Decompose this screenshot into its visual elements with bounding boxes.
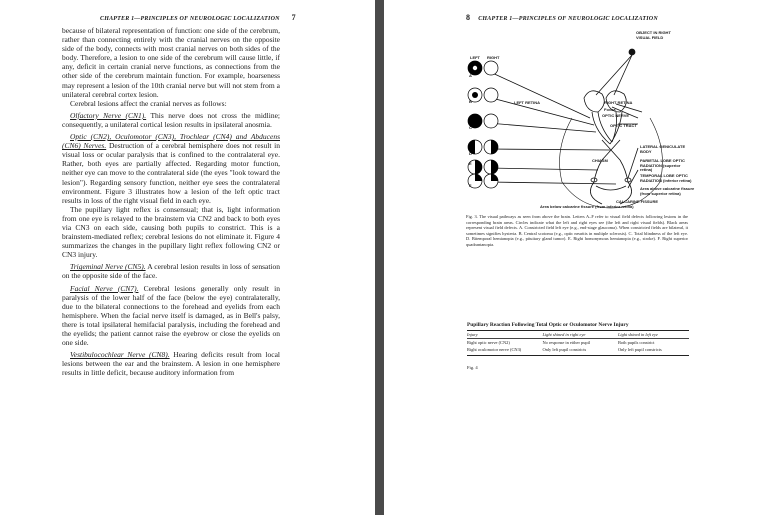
table-title: Pupillary Reaction Following Total Optic or Oculomotor Nerve Injury xyxy=(467,322,629,328)
column-header: Light shined in right eye xyxy=(542,331,617,339)
table-cell: Right oculomotor nerve (CN3) xyxy=(467,346,542,355)
page-number: 7 xyxy=(291,13,296,22)
section-heading: Vestibulocochlear Nerve (CN8). xyxy=(70,350,170,360)
figure-4-label: Fig. 4 xyxy=(467,365,478,370)
label-left: LEFT xyxy=(470,55,480,60)
pupillary-reaction-table xyxy=(467,330,689,356)
table-row xyxy=(467,346,689,355)
field-row-d xyxy=(468,140,498,154)
letter-b: B xyxy=(469,99,472,104)
paragraph-body: A cerebral lesion results in loss of sensation on the opposite side of the face. xyxy=(62,262,280,281)
paragraph: The pupillary light reflex is consensual; that is, light information from one eye is relayed to the brainstem via CN2 and back to both eyes via CN3 on each side, causing both pupils to constrict. This is a brainstem-mediated reflex; cerebral lesions do not eliminate it. Figure 4 summarizes the changes in the pupillary light reflex following CN2 or CN3 injury. xyxy=(62,204,280,260)
label-calcarine: CALCARINE FISSURE xyxy=(616,199,659,204)
field-row-b xyxy=(468,88,498,102)
label-lateral-geniculate: LATERAL GENICULATE BODY xyxy=(640,144,686,154)
letter-c: C xyxy=(469,125,472,130)
running-header xyxy=(100,13,296,22)
object-dot xyxy=(629,49,635,55)
label-area-above: Area above calcarine fissure (from superior retina) xyxy=(640,186,695,196)
label-area-below: Area below calcarine fissure (from inferior retina) xyxy=(540,204,634,209)
label-object: OBJECT IN RIGHT VISUAL FIELD xyxy=(636,30,671,40)
label-optic-tract: OPTIC TRACT xyxy=(610,123,637,128)
figure-3-caption: Fig. 3. The visual pathways as seen from above the brain. Letters A–F refer to visual field defects following lesions in the corresponding brain areas. Circles indicate what the left and right eyes see (the left and right visual fields). Black areas represent visual field defects. A. Constricted field left eye (e.g., end-stage glaucoma). When constricted fields are bilateral, it sometimes signifies hysteria. B. Central scotoma (e.g., optic neuritis in multiple sclerosis). C. Total blindness of the left eye. D. Bitemporal hemianopia (e.g., pituitary gland tumor). E. Right homonymous hemianopia (e.g., stroke). F. Right superior quadrantanopia. xyxy=(466,214,688,247)
paragraph-body: This nerve does not cross the midline; consequently, a unilateral cortical lesion results in ipsilateral anosmia. xyxy=(62,110,280,129)
label-left-retina: LEFT RETINA xyxy=(514,100,540,105)
field-row-e xyxy=(468,160,498,174)
paragraph-facial xyxy=(62,284,280,348)
visual-pathway-diagram xyxy=(384,0,758,215)
page-gutter xyxy=(375,0,384,515)
paragraph-body: Hearing deficits result from local lesions between the ear and the brainstem. A lesion in one hemisphere results in little deficit, because auditory information from xyxy=(62,350,280,378)
label-chiasm: CHIASM xyxy=(592,158,608,163)
table-cell: Both pupils constrict xyxy=(617,340,655,346)
label-optic-nerve: OPTIC NERVE xyxy=(602,113,630,118)
label-right: RIGHT xyxy=(487,55,500,60)
label-parietal-radiation: PARIETAL LOBE OPTIC RADIATION (superior retina) xyxy=(640,158,685,172)
page-number: 8 xyxy=(466,13,471,22)
paragraph-olfactory xyxy=(62,111,280,129)
table-cell: No response in either pupil xyxy=(542,340,591,346)
paragraph-vestibulocochlear xyxy=(62,350,280,377)
paragraph-trigeminal xyxy=(62,262,280,280)
section-heading: Facial Nerve (CN7). xyxy=(70,283,139,293)
label-temporal-radiation: TEMPORAL LOBE OPTIC RADIATION (inferior retina) xyxy=(640,173,692,183)
table-cell: Right optic nerve (CN2) xyxy=(467,340,510,346)
field-row-a xyxy=(468,61,498,75)
table-header-row xyxy=(467,331,689,339)
paragraph: Cerebral lesions affect the cranial nerves as follows: xyxy=(70,98,227,108)
label-fovea: Fovea xyxy=(604,107,616,112)
paragraph: because of bilateral representation of function: one side of the cerebrum, rather than connecting entirely with the cranial nerves on the opposite side of the body, connects with most cranial nerves on both sides of the body. Therefore, a lesion to one side of the cerebrum will cause little, if any, deficit in certain cranial nerve functions, as connections from the other side of the cerebrum maintain function. For example, hoarseness may represent a lesion of the 10th cranial nerve but will not stem from a unilateral cerebral cortex lesion. xyxy=(62,26,280,99)
paragraph-body: Cerebral lesions generally only result in paralysis of the lower half of the face (below the eye) contralaterally, due to the bilateral connections to the forehead and eyelids from each hemisphere. When the facial nerve itself is damaged, as in Bell's palsy, there is total ipsilateral hemifacial paralysis, including the forehead and the eyelids; the patient cannot raise the eyebrow or close the eyelids on one side. xyxy=(62,283,280,348)
body-text xyxy=(62,26,280,377)
right-page xyxy=(384,0,758,515)
table-row xyxy=(467,339,689,347)
letter-e: E xyxy=(469,161,472,166)
header-title: CHAPTER 1—PRINCIPLES OF NEUROLOGIC LOCALIZATION xyxy=(100,16,280,22)
paragraph-body: Destruction of a cerebral hemisphere does not result in visual loss or ocular paralysis that is confined to the contralateral eye. Rather, both eyes are partially affected. Regarding motor function, neither eye can move to the contralateral side (the eyes "look toward the lesion"). Regarding sensory function, neither eye sees the contralateral environment. Figure 3 illustrates how a lesion of the left optic tract results in loss of the right visual field in each eye. xyxy=(62,141,280,205)
paragraph-optic xyxy=(62,132,280,205)
table-cell: Only left pupil constricts xyxy=(542,346,617,355)
field-row-f xyxy=(468,174,498,188)
header-title: CHAPTER 1—PRINCIPLES OF NEUROLOGIC LOCALIZATION xyxy=(478,16,658,22)
left-page xyxy=(0,0,375,515)
left-eye-globe xyxy=(584,91,604,112)
section-heading: Olfactory Nerve (CN1). xyxy=(70,110,147,120)
table-cell: Only left pupil constricts xyxy=(618,346,689,355)
label-right-retina: RIGHT RETINA xyxy=(604,100,633,105)
section-heading: Trigeminal Nerve (CN5). xyxy=(70,262,146,272)
letter-d: D xyxy=(469,151,472,156)
column-header: Light shined in left eye xyxy=(618,331,689,339)
letter-f: F xyxy=(469,183,472,188)
letter-a: A xyxy=(469,73,472,78)
column-header: Injury xyxy=(467,331,542,339)
field-row-c xyxy=(468,114,498,128)
section-heading: Optic (CN2), Oculomotor (CN3), Trochlear (CN4) and Abducens (CN6) Nerves. xyxy=(62,132,280,151)
